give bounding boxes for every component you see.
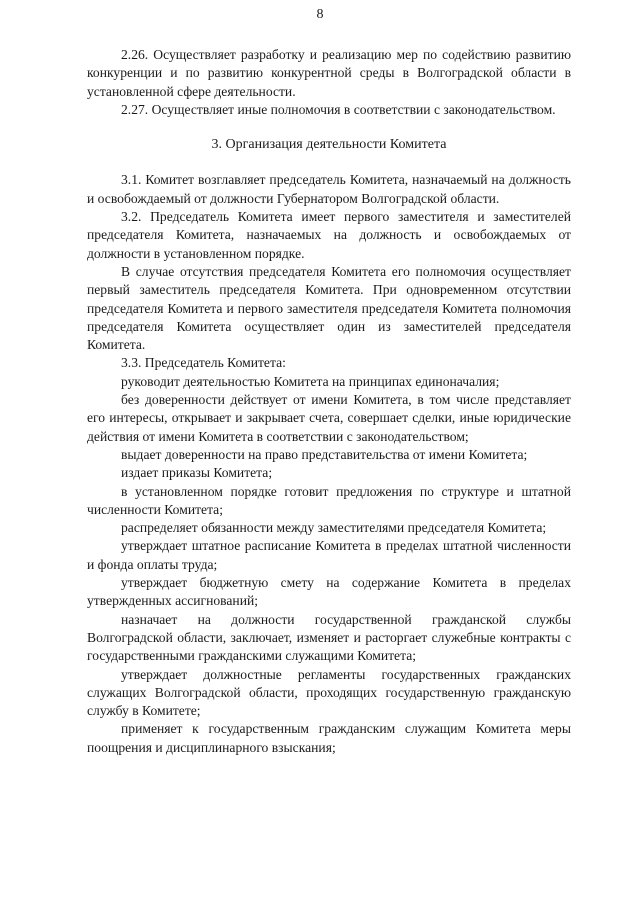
paragraph-2-27: 2.27. Осуществляет иные полномочия в соответствии с законодательством. — [121, 101, 556, 117]
list-item: назначает на должности государственной гражданской службы Волгоградской области, заключает, изменяет и расторгает служебные контракты с государственными гражданскими служащими Комитета; — [87, 611, 571, 664]
page-number: 8 — [316, 7, 324, 22]
paragraph-absence: В случае отсутствия председателя Комитета его полномочия осуществляет первый заместитель председателя Комитета. При одновременном отсутствии председателя Комитета и первого заместителя председателя Комитета полномочия председателя Комитета осуществляет один из заместителей председателя Комитета. — [87, 263, 571, 353]
list-item: выдает доверенности на право представительства от имени Комитета; — [121, 446, 528, 462]
list-item: применяет к государственным гражданским служащим Комитета меры поощрения и дисциплинарного взыскания; — [87, 721, 571, 755]
paragraph-2-26: 2.26. Осуществляет разработку и реализацию мер по содействию развитию конкуренции и по развитию конкурентной среды в Волгоградской области в установленной сфере деятельности. — [87, 47, 571, 99]
paragraph-3-3: 3.3. Председатель Комитета: — [121, 355, 286, 371]
document-body — [87, 46, 571, 757]
list-item: распределяет обязанности между заместителями председателя Комитета; — [121, 520, 547, 536]
list-item: без доверенности действует от имени Комитета, в том числе представляет его интересы, открывает и закрывает счета, совершает сделки, иные юридические действия от имени Комитета в соответствии с законодательством; — [87, 392, 571, 444]
list-item: утверждает штатное расписание Комитета в пределах штатной численности и фонда оплаты труда; — [87, 538, 571, 572]
list-item: утверждает должностные регламенты государственных гражданских служащих Волгоградской области, проходящих государственную гражданскую службу в Комитете; — [87, 666, 571, 719]
list-item: в установленном порядке готовит предложения по структуре и штатной численности Комитета; — [87, 483, 571, 517]
list-item: утверждает бюджетную смету на содержание Комитета в пределах утвержденных ассигнований; — [87, 575, 571, 609]
list-item: издает приказы Комитета; — [121, 465, 273, 481]
paragraph-3-1: 3.1. Комитет возглавляет председатель Комитета, назначаемый на должность и освобождаемый от должности Губернатором Волгоградской области. — [87, 172, 571, 206]
section-heading: 3. Организация деятельности Комитета — [211, 137, 447, 153]
list-item: руководит деятельностью Комитета на принципах единоначалия; — [121, 373, 500, 389]
paragraph-3-2: 3.2. Председатель Комитета имеет первого заместителя и заместителей председателя Комитета, назначаемых на должность и освобождаемых от должности в установленном порядке. — [87, 209, 571, 261]
